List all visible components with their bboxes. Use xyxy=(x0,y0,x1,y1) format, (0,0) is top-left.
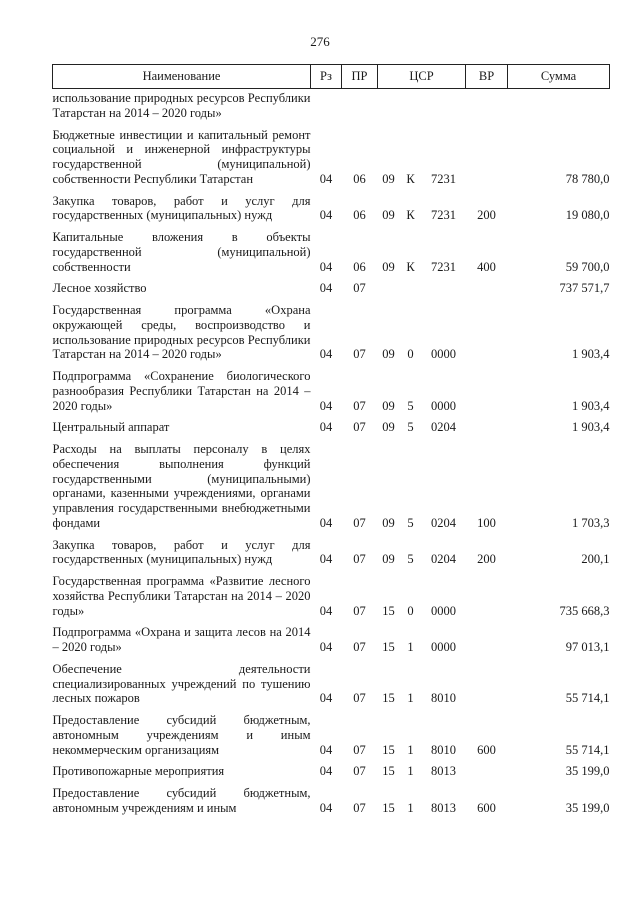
table-row xyxy=(53,618,610,655)
row-sum: 1 703,3 xyxy=(572,515,610,530)
row-name-text: Государственная программа «Охрана окружающей среды, воспроизводство и использование природных ресурсов Республики Татарстан на 2014 – 2020 годы» xyxy=(52,303,311,362)
row-pr: 07 xyxy=(353,800,366,815)
row-vr xyxy=(466,274,508,296)
row-csr-subprogram xyxy=(400,274,422,296)
row-name-text: Закупка товаров, работ и услуг для государственных (муниципальных) нужд xyxy=(52,537,311,567)
row-pr xyxy=(342,89,378,121)
row-csr-direction: 0204 xyxy=(431,515,456,530)
row-rz: 04 xyxy=(319,281,333,296)
row-name xyxy=(53,223,311,274)
table-row xyxy=(53,187,610,224)
row-pr: 07 xyxy=(353,742,366,757)
row-csr-subprogram: К xyxy=(406,208,415,223)
row-name xyxy=(53,121,311,187)
row-vr xyxy=(466,296,508,362)
row-sum: 735 668,3 xyxy=(559,603,610,618)
header-sum: Сумма xyxy=(508,65,610,89)
row-pr: 07 xyxy=(353,691,366,706)
row-csr-direction: 0000 xyxy=(431,398,456,413)
row-csr-program: 09 xyxy=(382,208,395,223)
row-csr-subprogram: 1 xyxy=(407,764,414,779)
row-rz: 04 xyxy=(319,691,333,706)
header-pr: ПР xyxy=(342,65,378,89)
row-csr-direction: 0000 xyxy=(431,640,456,654)
row-sum: 55 714,1 xyxy=(565,742,610,757)
row-rz: 04 xyxy=(319,603,333,618)
row-csr-program: 15 xyxy=(382,764,395,779)
row-sum: 1 903,4 xyxy=(572,420,610,435)
row-csr-subprogram: К xyxy=(406,171,415,186)
table-row xyxy=(53,655,610,706)
table-row xyxy=(53,567,610,618)
row-csr-direction: 8010 xyxy=(431,742,456,757)
table-row xyxy=(53,779,610,816)
row-sum: 200,1 xyxy=(581,552,610,567)
row-rz: 04 xyxy=(319,259,333,274)
row-name-text: Предоставление субсидий бюджетным, автономным учреждениям и иным xyxy=(52,786,311,815)
row-rz: 04 xyxy=(319,800,333,815)
row-rz: 04 xyxy=(319,640,333,654)
row-name-text: Лесное хозяйство xyxy=(52,281,147,296)
row-rz: 04 xyxy=(319,208,333,223)
row-csr-direction: 8013 xyxy=(431,764,456,779)
header-name: Наименование xyxy=(53,65,311,89)
row-vr xyxy=(466,618,508,655)
row-csr-direction: 8010 xyxy=(431,691,456,706)
row-vr xyxy=(466,567,508,618)
row-vr xyxy=(466,413,508,435)
row-sum: 35 199,0 xyxy=(565,800,610,815)
row-rz: 04 xyxy=(319,171,333,186)
row-sum: 78 780,0 xyxy=(565,171,610,186)
row-csr-program: 15 xyxy=(382,603,395,618)
row-rz: 04 xyxy=(319,552,333,567)
row-rz xyxy=(311,89,342,121)
row-name-text: Капитальные вложения в объекты государственной (муниципальной) собственности xyxy=(52,230,311,274)
row-csr-subprogram: 5 xyxy=(407,552,414,567)
row-sum: 1 903,4 xyxy=(572,347,610,362)
row-csr-program xyxy=(378,89,400,121)
row-name-text: Бюджетные инвестиции и капитальный ремонт социальной и инженерной инфраструктуры государственной (муниципальной) собственности Республики Татарстан xyxy=(52,127,311,186)
row-name xyxy=(53,296,311,362)
row-vr: 200 xyxy=(477,208,496,223)
row-sum: 737 571,7 xyxy=(559,281,610,296)
row-rz: 04 xyxy=(319,515,333,530)
row-name-text: Закупка товаров, работ и услуг для государственных (муниципальных) нужд xyxy=(52,193,311,223)
row-csr-subprogram xyxy=(400,89,422,121)
table-header-row xyxy=(53,65,610,89)
row-name-text: Подпрограмма «Сохранение биологического разнообразия Республики Татарстан на 2014 – 2020 годы» xyxy=(52,369,311,413)
row-csr-direction: 0000 xyxy=(431,347,456,362)
table-row xyxy=(53,89,610,121)
row-sum: 1 903,4 xyxy=(572,398,610,413)
row-csr-direction: 0000 xyxy=(431,603,456,618)
row-vr xyxy=(466,121,508,187)
row-name-text: Расходы на выплаты персоналу в целях обеспечения выполнения функций государственными (муниципальными) органами, казенными учреждениями, органами управления государственными внебюджетными фондами xyxy=(52,442,311,530)
row-csr-program: 15 xyxy=(382,742,395,757)
row-csr-direction: 7231 xyxy=(431,208,456,223)
row-vr: 600 xyxy=(477,742,496,757)
table-row xyxy=(53,706,610,757)
row-vr xyxy=(466,362,508,413)
row-csr-direction: 0204 xyxy=(431,420,456,435)
row-vr xyxy=(466,655,508,706)
row-pr: 07 xyxy=(353,764,366,779)
row-rz: 04 xyxy=(319,398,333,413)
row-name xyxy=(53,567,311,618)
table-row xyxy=(53,274,610,296)
row-csr-program: 09 xyxy=(382,259,395,274)
row-vr xyxy=(466,89,508,121)
table-row xyxy=(53,296,610,362)
row-name xyxy=(53,274,311,296)
row-pr: 07 xyxy=(353,420,366,435)
row-csr-program: 09 xyxy=(382,171,395,186)
row-pr: 07 xyxy=(353,552,366,567)
row-csr-subprogram: 0 xyxy=(407,347,414,362)
row-name xyxy=(53,779,311,816)
row-csr-subprogram: 5 xyxy=(407,420,414,435)
row-csr-direction: 7231 xyxy=(431,171,456,186)
row-rz: 04 xyxy=(319,347,333,362)
row-csr-program: 15 xyxy=(382,640,395,654)
row-vr: 100 xyxy=(477,515,496,530)
row-sum: 19 080,0 xyxy=(565,208,610,223)
row-name xyxy=(53,757,311,779)
row-sum xyxy=(508,89,610,121)
row-csr-direction: 8013 xyxy=(431,800,456,815)
row-vr: 600 xyxy=(477,800,496,815)
row-csr-program: 09 xyxy=(382,420,395,435)
row-pr: 07 xyxy=(353,640,366,654)
row-csr-subprogram: К xyxy=(406,259,415,274)
row-rz: 04 xyxy=(319,420,333,435)
row-csr-direction xyxy=(422,89,466,121)
row-csr-direction xyxy=(422,274,466,296)
row-csr-subprogram: 1 xyxy=(407,800,414,815)
row-name xyxy=(53,362,311,413)
row-sum: 55 714,1 xyxy=(565,691,610,706)
row-csr-program: 15 xyxy=(382,691,395,706)
row-sum: 35 199,0 xyxy=(565,764,610,779)
table-row xyxy=(53,531,610,568)
table-row xyxy=(53,362,610,413)
row-csr-subprogram: 5 xyxy=(407,515,414,530)
row-name xyxy=(53,655,311,706)
row-csr-program: 09 xyxy=(382,515,395,530)
row-name xyxy=(53,187,311,224)
header-rz: Рз xyxy=(311,65,342,89)
row-name xyxy=(53,89,311,121)
row-rz: 04 xyxy=(319,764,333,779)
row-csr-subprogram: 5 xyxy=(407,398,414,413)
header-csr: ЦСР xyxy=(378,65,466,89)
row-name-text: Подпрограмма «Охрана и защита лесов на 2014 – 2020 годы» xyxy=(52,625,311,654)
row-csr-direction: 7231 xyxy=(431,259,456,274)
row-pr: 06 xyxy=(353,259,366,274)
row-vr: 200 xyxy=(477,552,496,567)
row-name xyxy=(53,618,311,655)
row-name-text: Предоставление субсидий бюджетным, автономным учреждениям и иным некоммерческим организациям xyxy=(52,713,311,757)
table-row xyxy=(53,757,610,779)
row-name-text: Государственная программа «Развитие лесного хозяйства Республики Татарстан на 2014 – 2020 годы» xyxy=(52,574,311,618)
row-csr-subprogram: 1 xyxy=(407,742,414,757)
row-vr xyxy=(466,757,508,779)
row-csr-program xyxy=(378,274,400,296)
table-row xyxy=(53,435,610,531)
row-csr-subprogram: 1 xyxy=(407,691,414,706)
row-csr-program: 15 xyxy=(382,800,395,815)
row-name xyxy=(53,435,311,531)
row-sum: 97 013,1 xyxy=(565,640,610,654)
row-csr-program: 09 xyxy=(382,552,395,567)
row-csr-subprogram: 0 xyxy=(407,603,414,618)
row-pr: 07 xyxy=(353,398,366,413)
row-name xyxy=(53,706,311,757)
row-pr: 07 xyxy=(353,515,366,530)
row-pr: 06 xyxy=(353,208,366,223)
row-name-text: Центральный аппарат xyxy=(52,420,170,435)
row-pr: 07 xyxy=(353,603,366,618)
row-rz: 04 xyxy=(319,742,333,757)
row-pr: 06 xyxy=(353,171,366,186)
row-pr: 07 xyxy=(353,347,366,362)
row-csr-program: 09 xyxy=(382,398,395,413)
row-name-text: использование природных ресурсов Республики Татарстан на 2014 – 2020 годы» xyxy=(52,91,311,120)
row-name-text: Обеспечение деятельности специализированных учреждений по тушению лесных пожаров xyxy=(52,661,311,706)
row-csr-program: 09 xyxy=(382,347,395,362)
row-name-text: Противопожарные мероприятия xyxy=(52,764,225,779)
row-name xyxy=(53,531,311,568)
header-vr: ВР xyxy=(466,65,508,89)
budget-table xyxy=(52,64,610,816)
row-vr: 400 xyxy=(477,259,496,274)
table-row xyxy=(53,413,610,435)
table-row xyxy=(53,223,610,274)
row-csr-direction: 0204 xyxy=(431,552,456,567)
row-sum: 59 700,0 xyxy=(565,259,610,274)
row-csr-subprogram: 1 xyxy=(407,640,414,654)
table-row xyxy=(53,121,610,187)
row-pr: 07 xyxy=(353,281,366,296)
row-name xyxy=(53,413,311,435)
page-number: 276 xyxy=(310,34,330,49)
